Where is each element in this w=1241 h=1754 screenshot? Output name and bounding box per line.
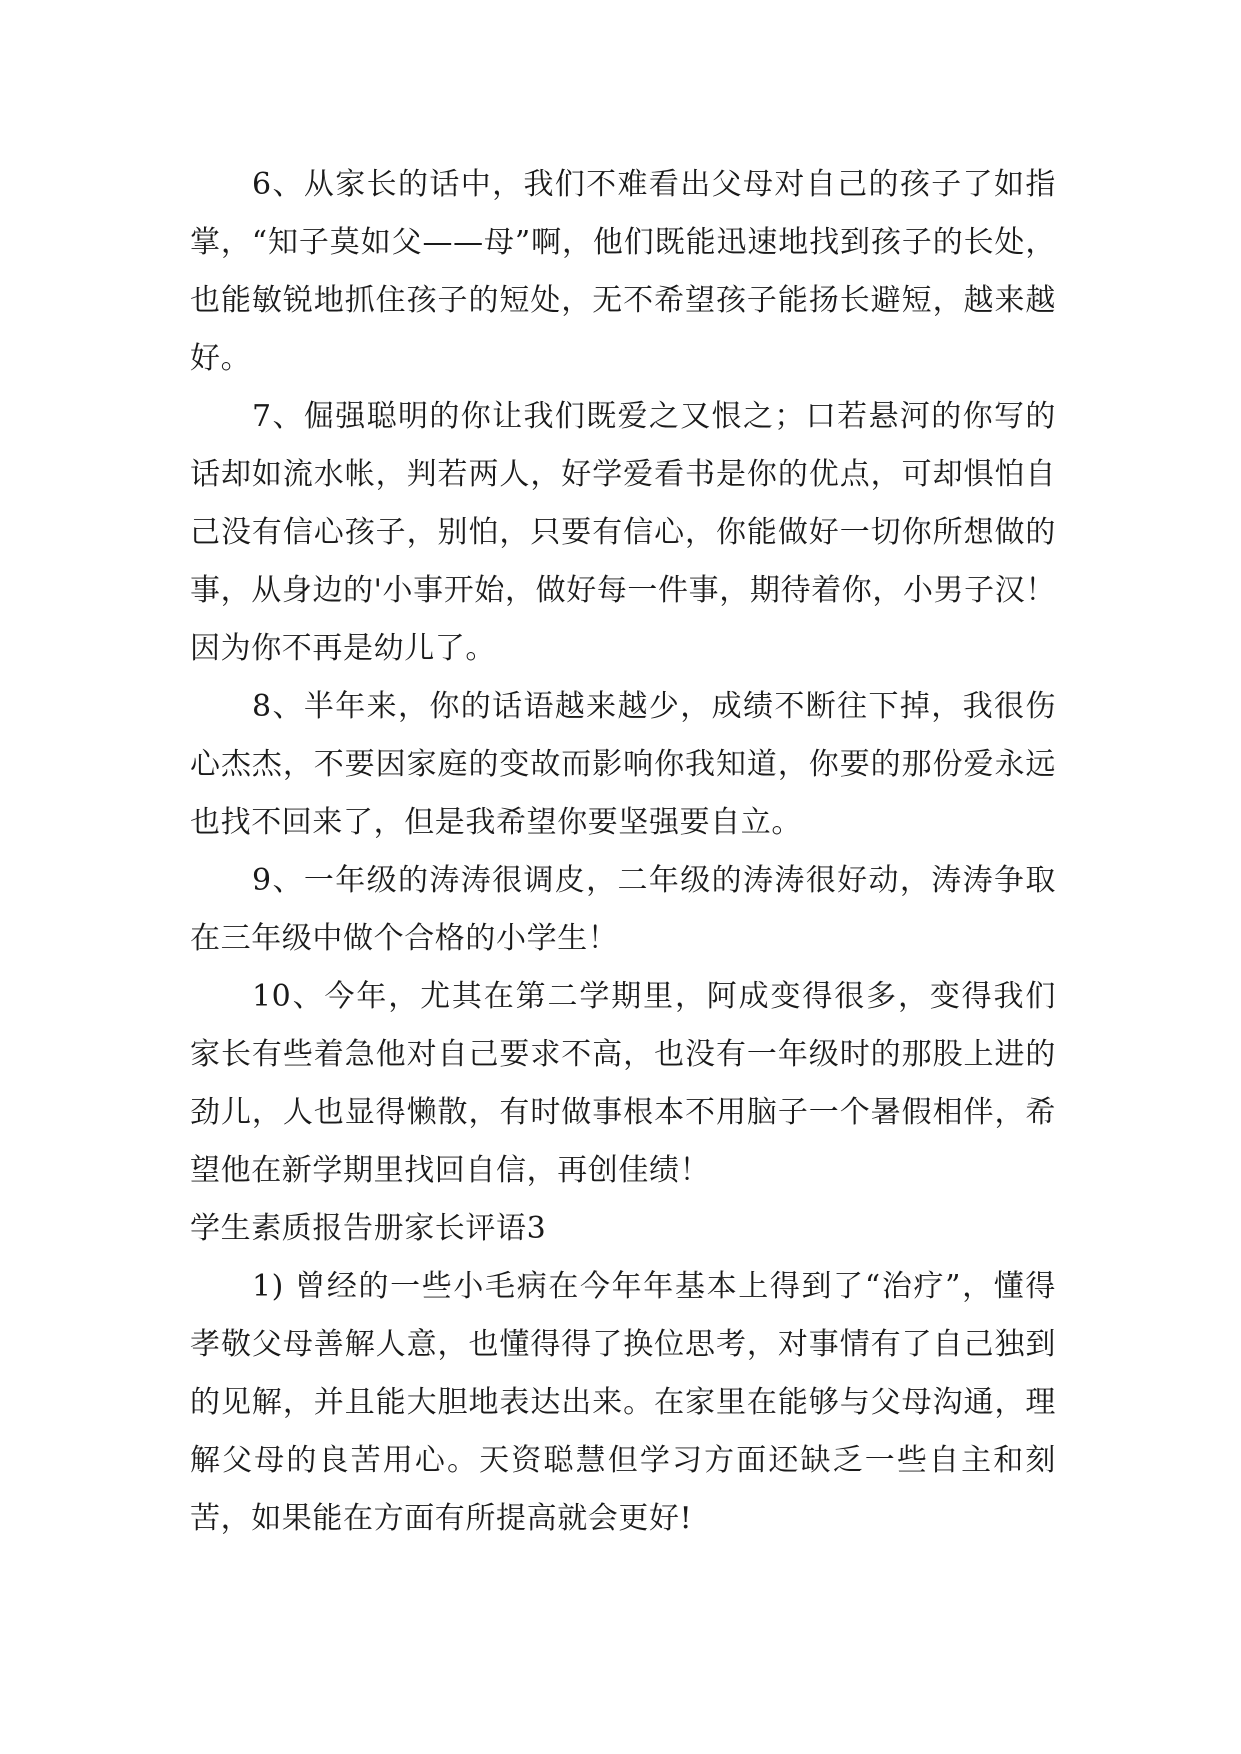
comment-paragraph-7: 7、倔强聪明的你让我们既爱之又恨之；口若悬河的你写的话却如流水帐，判若两人，好学爱看书是你的优点，可却惧怕自己没有信心孩子，别怕，只要有信心，你能做好一切你所想做的事，从身边的'小事开始，做好每一件事，期待着你，小男子汉！因为你不再是幼儿了。 xyxy=(190,399,1056,666)
comment-paragraph-8: 8、半年来，你的话语越来越少，成绩不断往下掉，我很伤心杰杰，不要因家庭的变故而影响你我知道，你要的那份爱永远也找不回来了，但是我希望你要坚强要自立。 xyxy=(190,689,1056,840)
comment-paragraph-9: 9、一年级的涛涛很调皮，二年级的涛涛很好动，涛涛争取在三年级中做个合格的小学生！ xyxy=(190,863,1056,956)
comment-paragraph-6: 6、从家长的话中，我们不难看出父母对自己的孩子了如指掌，“知子莫如父——母”啊，他们既能迅速地找到孩子的长处，也能敏锐地抓住孩子的短处，无不希望孩子能扬长避短，越来越好。 xyxy=(190,167,1056,376)
comment-paragraph-10: 10、今年，尤其在第二学期里，阿成变得很多，变得我们家长有些着急他对自己要求不高，也没有一年级时的那股上进的劲儿，人也显得懒散，有时做事根本不用脑子一个暑假相伴，希望他在新学期里找回自信，再创佳绩！ xyxy=(190,979,1056,1188)
document-body xyxy=(190,156,1056,1548)
section-heading: 学生素质报告册家长评语3 xyxy=(190,1211,547,1246)
comment-paragraph-1: 1) 曾经的一些小毛病在今年年基本上得到了“治疗”，懂得孝敬父母善解人意，也懂得得了换位思考，对事情有了自己独到的见解，并且能大胆地表达出来。在家里在能够与父母沟通，理解父母的良苦用心。天资聪慧但学习方面还缺乏一些自主和刻苦，如果能在方面有所提高就会更好! xyxy=(190,1269,1056,1536)
